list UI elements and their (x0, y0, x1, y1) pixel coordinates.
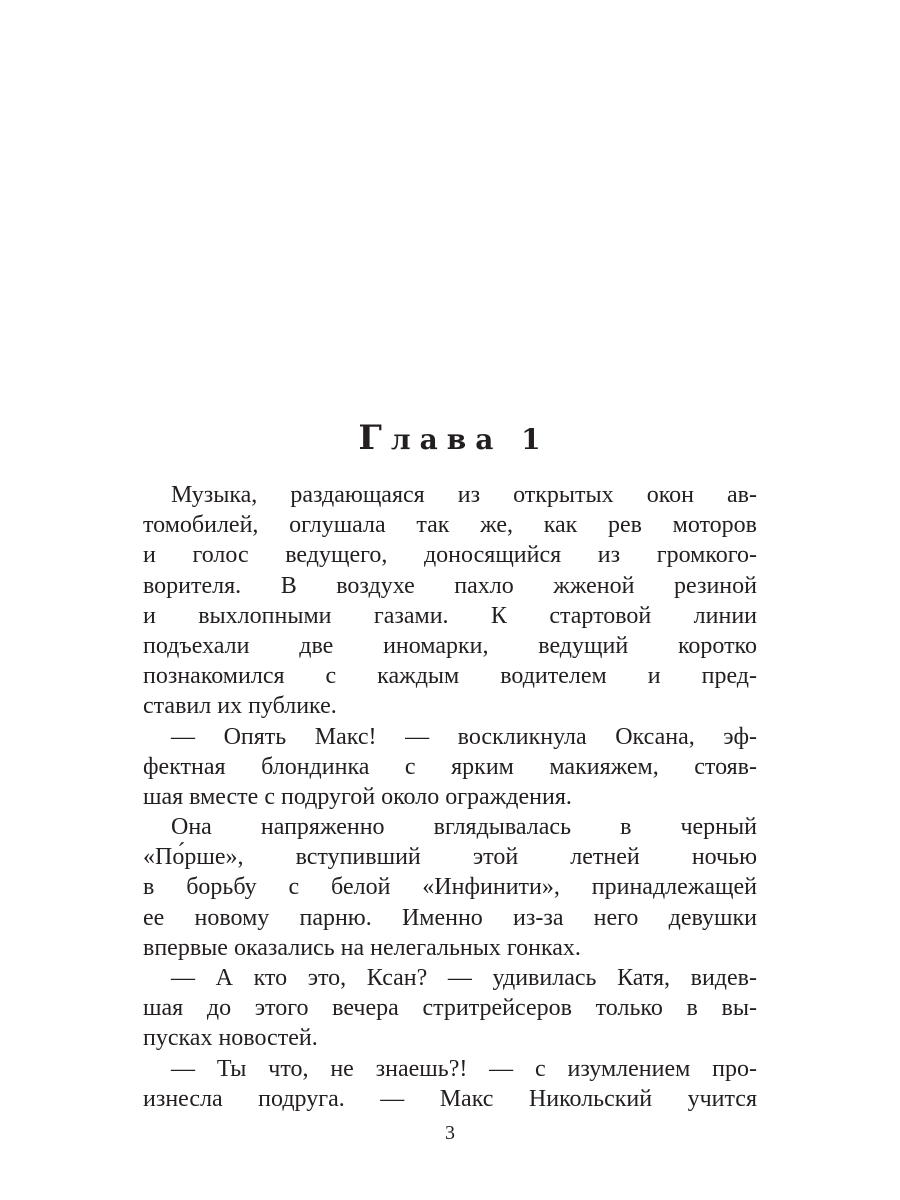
body-text (143, 480, 757, 1114)
text-line: познакомился с каждым водителем и пред- (143, 663, 757, 690)
chapter-title-word: лава (390, 423, 503, 456)
text-line: изнесла подруга. — Макс Никольский учится (143, 1085, 757, 1112)
text-line: подъехали две иномарки, ведущий коротко (143, 632, 757, 659)
text-line: «По́рше», вступивший этой летней ночью (143, 844, 757, 871)
page-number: 3 (445, 1122, 455, 1144)
text-line: — Опять Макс! — воскликнула Оксана, эф- (171, 723, 757, 750)
chapter-number: 1 (521, 423, 550, 456)
text-line: томобилей, оглушала так же, как рев моторов (143, 512, 757, 539)
text-line: Она напряженно вглядывалась в черный (171, 814, 757, 841)
chapter-title-initial: Г (358, 418, 391, 458)
text-line: шая до этого вечера стритрейсеров только в вы- (143, 995, 757, 1022)
text-line: и голос ведущего, доносящийся из громкого- (143, 542, 757, 569)
text-line: в борьбу с белой «Инфинити», принадлежащей (143, 874, 757, 901)
text-line: впервые оказались на нелегальных гонках. (143, 934, 581, 961)
text-line: — Ты что, не знаешь?! — с изумлением про- (171, 1055, 757, 1082)
chapter-title (0, 418, 900, 460)
text-line: пусках новостей. (143, 1025, 318, 1052)
text-line: ставил их публике. (143, 693, 337, 720)
text-line: фектная блондинка с ярким макияжем, стояв- (143, 753, 757, 780)
text-line: и выхлопными газами. К стартовой линии (143, 602, 757, 629)
text-line: Музыка, раздающаяся из открытых окон ав- (171, 482, 757, 508)
text-line: — А кто это, Ксан? — удивилась Катя, видев- (171, 965, 757, 991)
text-line: ее новому парню. Именно из-за него девушки (143, 904, 757, 931)
text-line: шая вместе с подругой около ограждения. (143, 783, 572, 810)
text-line: ворителя. В воздухе пахло жженой резиной (143, 572, 757, 599)
